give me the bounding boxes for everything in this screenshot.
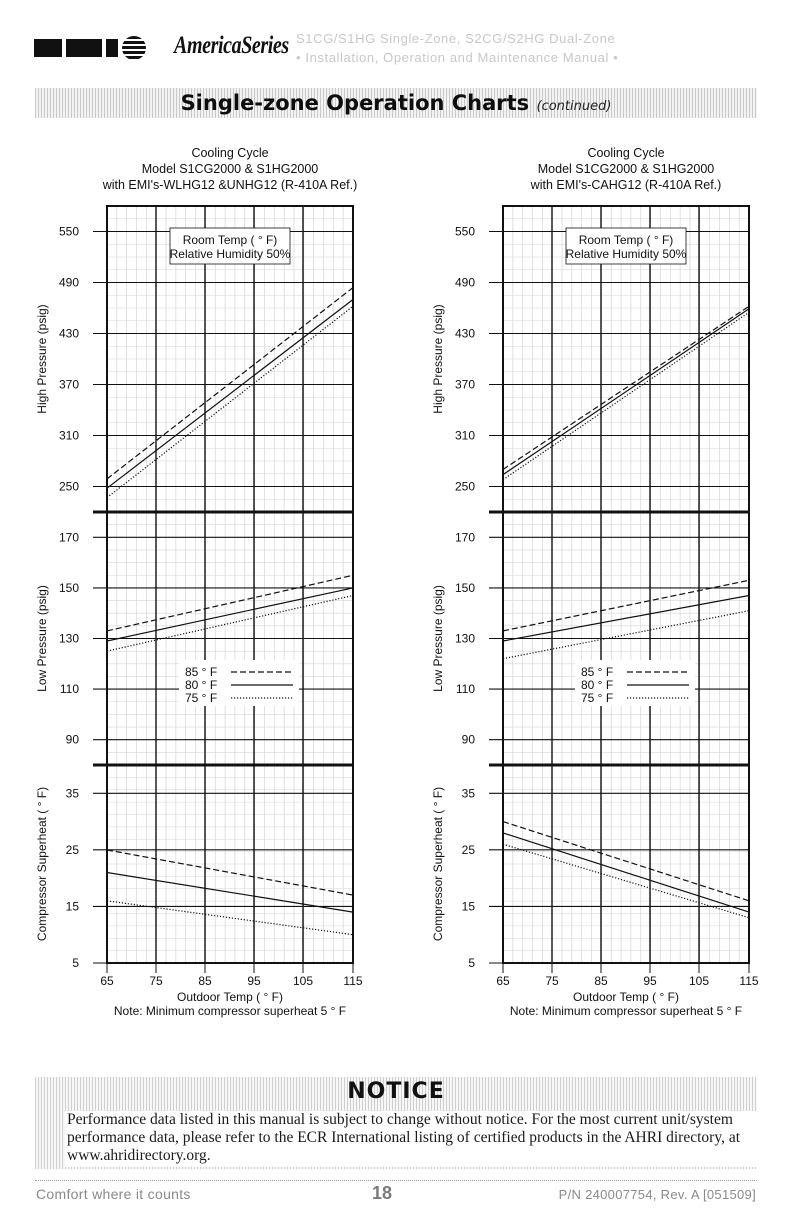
y-tick-label: 15: [461, 899, 475, 914]
x-axis-label: Outdoor Temp ( ° F): [573, 990, 679, 1004]
y-tick-label: 250: [58, 479, 79, 494]
series-line-dotted: [503, 312, 749, 479]
chart-note: Note: Minimum compressor superheat 5 ° F: [509, 1004, 743, 1018]
series-line-solid: [503, 596, 749, 642]
y-tick-label: 5: [468, 956, 475, 970]
y-tick-label: 90: [65, 732, 79, 747]
y-tick-label: 90: [461, 732, 475, 747]
y-tick-label: 550: [58, 224, 79, 239]
y-tick-label: 310: [58, 428, 79, 443]
legend-entry-label: 85 ° F: [581, 665, 614, 679]
y-tick-label: 150: [58, 580, 79, 595]
x-tick-label: 75: [149, 974, 163, 988]
x-tick-label: 95: [643, 974, 657, 988]
y-tick-label: 5: [72, 956, 79, 970]
page-footer: [0, 1180, 792, 1210]
y-tick-label: 110: [59, 682, 79, 697]
y-tick-label: 35: [65, 786, 79, 801]
series-line-dotted: [107, 306, 353, 497]
y-tick-label: 430: [58, 326, 79, 341]
header-manual-line: • Installation, Operation and Maintenance Manual •: [296, 50, 619, 65]
y-tick-label: 170: [58, 530, 79, 545]
y-tick-label: 15: [65, 899, 79, 914]
x-tick-label: 105: [292, 974, 314, 988]
x-tick-label: 65: [100, 974, 114, 988]
y-tick-label: 490: [58, 275, 79, 290]
america-series-logo: AmericaSeries: [174, 32, 289, 59]
y-axis-label: Compressor Superheat ( ° F): [431, 786, 445, 942]
y-axis-label: Low Pressure (psig): [431, 585, 445, 692]
chart-title-line: Cooling Cycle: [587, 146, 665, 160]
y-tick-label: 35: [461, 786, 475, 801]
chart-title-line: with EMI's-CAHG12 (R-410A Ref.): [530, 178, 722, 192]
y-tick-label: 170: [454, 530, 475, 545]
section-title-continued: (continued): [536, 99, 612, 114]
x-axis-label: Outdoor Temp ( ° F): [177, 990, 283, 1004]
legend-entry-label: 80 ° F: [581, 678, 614, 692]
legend-entry-label: 80 ° F: [185, 678, 218, 692]
x-tick-label: 85: [198, 974, 212, 988]
x-tick-label: 65: [496, 974, 510, 988]
chart-right-cahg12: [396, 140, 792, 1040]
chart-note: Note: Minimum compressor superheat 5 ° F: [113, 1004, 347, 1018]
x-tick-label: 115: [739, 974, 759, 988]
y-tick-label: 130: [454, 631, 475, 646]
emi-logo: [34, 36, 146, 60]
legend-entry-label: 85 ° F: [185, 665, 218, 679]
chart-title-line: Cooling Cycle: [191, 146, 269, 160]
section-title-text: Single-zone Operation Charts: [180, 91, 530, 115]
chart-title-line: with EMI's-WLHG12 &UNHG12 (R-410A Ref.): [102, 178, 358, 192]
footer-divider: [35, 1180, 757, 1181]
logo-letter-e: [34, 39, 62, 57]
section-title: [35, 88, 757, 122]
legend-entry-label: 75 ° F: [185, 691, 218, 705]
x-tick-label: 105: [688, 974, 710, 988]
notice-title: NOTICE: [347, 1079, 445, 1104]
y-axis-label: High Pressure (psig): [35, 304, 49, 414]
legend-box-line: Room Temp ( ° F): [578, 233, 674, 247]
x-tick-label: 115: [343, 974, 363, 988]
y-tick-label: 110: [455, 682, 475, 697]
notice-box: [35, 1077, 757, 1169]
y-axis-label: Low Pressure (psig): [35, 585, 49, 692]
chart-title-line: Model S1CG2000 & S1HG2000: [141, 162, 319, 176]
legend-box-line: Relative Humidity 50%: [169, 247, 291, 261]
part-number: P/N 240007754, Rev. A [051509]: [558, 1187, 756, 1202]
y-axis-label: High Pressure (psig): [431, 304, 445, 414]
section-banner: [35, 88, 757, 118]
emi-globe-logo-icon: [122, 36, 146, 60]
series-line-dashed: [107, 288, 353, 479]
logo-letter-i: [106, 39, 118, 57]
series-line-solid: [107, 588, 353, 641]
y-tick-label: 370: [454, 377, 475, 392]
legend-entry-label: 75 ° F: [581, 691, 614, 705]
x-tick-label: 95: [247, 974, 261, 988]
logo-letter-m: [66, 39, 102, 57]
y-tick-label: 130: [58, 631, 79, 646]
y-tick-label: 490: [454, 275, 475, 290]
x-tick-label: 75: [545, 974, 559, 988]
notice-body: Performance data listed in this manual is subject to change without notice. For the most current unit/system performance data, please refer to the ECR International listing of certified products in the AHRI directory, at www.ahridirectory.org.: [65, 1111, 757, 1167]
y-tick-label: 550: [454, 224, 475, 239]
footer-tagline: Comfort where it counts: [36, 1186, 191, 1202]
legend-box-line: Relative Humidity 50%: [565, 247, 687, 261]
y-tick-label: 250: [454, 479, 475, 494]
y-tick-label: 310: [454, 428, 475, 443]
series-line-dashed: [107, 575, 353, 631]
y-tick-label: 430: [454, 326, 475, 341]
y-tick-label: 150: [454, 580, 475, 595]
y-tick-label: 370: [58, 377, 79, 392]
y-tick-label: 25: [65, 842, 79, 857]
series-line-solid: [503, 833, 749, 912]
series-line-dotted: [107, 596, 353, 652]
chart-title-line: Model S1CG2000 & S1HG2000: [537, 162, 715, 176]
series-line-solid: [107, 300, 353, 489]
chart-left-wlhg12: [0, 140, 396, 1040]
page-header: [0, 0, 792, 80]
y-tick-label: 25: [461, 842, 475, 857]
y-axis-label: Compressor Superheat ( ° F): [35, 786, 49, 942]
series-line-dashed: [503, 306, 749, 469]
legend-box-line: Room Temp ( ° F): [182, 233, 278, 247]
header-product-line: S1CG/S1HG Single-Zone, S2CG/S2HG Dual-Zone: [296, 31, 616, 46]
page-number: 18: [372, 1183, 393, 1203]
series-line-dashed: [107, 850, 353, 895]
x-tick-label: 85: [594, 974, 608, 988]
